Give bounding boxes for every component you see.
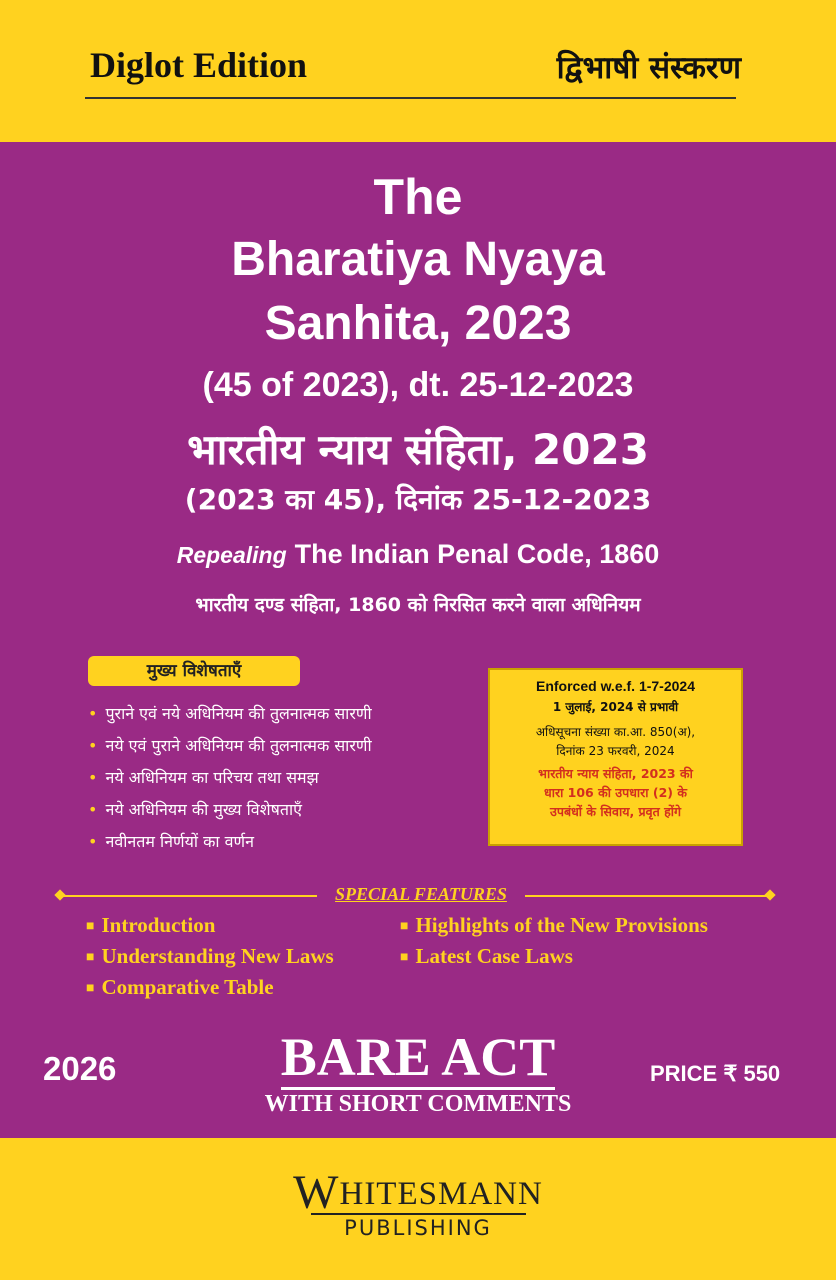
enforcement-date-hindi: 1 जुलाई, 2024 से प्रभावी <box>552 700 679 714</box>
publisher-subtitle: PUBLISHING <box>344 1216 492 1240</box>
edition-year: 2026 <box>43 1050 117 1087</box>
bullet-icon: • <box>88 768 98 787</box>
special-feature-item: ■ Understanding New Laws <box>86 944 334 968</box>
square-bullet-icon: ■ <box>400 950 409 965</box>
notification-number: अधिसूचना संख्या का.आ. 850(अ), <box>535 725 696 739</box>
bare-act-title: BARE ACT <box>0 1026 836 1088</box>
square-bullet-icon: ■ <box>86 950 95 965</box>
special-feature-item: ■ Latest Case Laws <box>400 944 573 968</box>
exception-note-line-3: उपबंधों के सिवाय, प्रवृत होंगे <box>550 804 681 819</box>
special-feature-item: ■ Introduction <box>86 913 216 937</box>
bullet-icon: • <box>88 736 98 755</box>
bullet-icon: • <box>88 800 98 819</box>
publisher-logo <box>0 1166 836 1240</box>
enforcement-date: Enforced w.e.f. 1-7-2024 <box>536 678 695 694</box>
publisher-name <box>0 1166 836 1219</box>
top-band <box>0 0 836 142</box>
logo-divider <box>311 1213 526 1215</box>
square-bullet-icon: ■ <box>86 919 95 934</box>
edition-label-english: Diglot Edition <box>90 45 308 85</box>
main-panel <box>0 142 836 1138</box>
list-item: • पुराने एवं नये अधिनियम की तुलनात्मक सारणी <box>88 704 372 723</box>
list-item: • नवीनतम निर्णयों का वर्णन <box>88 832 254 851</box>
special-features-heading: SPECIAL FEATURES <box>335 884 507 904</box>
bare-act-subtitle: WITH SHORT COMMENTS <box>264 1091 572 1117</box>
list-item: • नये अधिनियम का परिचय तथा समझ <box>88 768 319 787</box>
publisher-initial: W <box>293 1166 340 1219</box>
publisher-name-rest: HITESMANN <box>339 1176 543 1212</box>
divider-line-right <box>525 895 770 897</box>
edition-label-hindi: द्विभाषी संस्करण <box>556 50 741 86</box>
key-features-list <box>88 698 372 858</box>
notification-date: दिनांक 23 फरवरी, 2024 <box>556 744 675 758</box>
act-number-date: (45 of 2023), dt. 25-12-2023 <box>202 366 634 404</box>
divider-line-left <box>62 895 317 897</box>
exception-note-line-2: धारा 106 की उपधारा (2) के <box>544 785 687 800</box>
square-bullet-icon: ■ <box>400 919 409 934</box>
repeal-line <box>0 539 836 570</box>
title-line-3: Sanhita, 2023 <box>264 297 572 350</box>
title-hindi: भारतीय न्याय संहिता, 2023 <box>187 425 649 474</box>
diamond-icon <box>764 889 775 900</box>
list-item: • नये अधिनियम की मुख्य विशेषताएँ <box>88 800 302 819</box>
key-features-heading: मुख्य विशेषताएँ <box>88 656 300 686</box>
repeal-label: Repealing <box>176 542 287 568</box>
repealed-act: The Indian Penal Code, 1860 <box>294 539 660 569</box>
enforcement-notice-box <box>488 668 743 846</box>
title-line-2: Bharatiya Nyaya <box>231 233 605 286</box>
list-item: • नये एवं पुराने अधिनियम की तुलनात्मक सारणी <box>88 736 372 755</box>
bullet-icon: • <box>88 704 98 723</box>
special-feature-item: ■ Comparative Table <box>86 975 274 999</box>
act-number-date-hindi: (2023 का 45), दिनांक 25-12-2023 <box>184 483 652 516</box>
square-bullet-icon: ■ <box>86 981 95 996</box>
title-line-1: The <box>373 169 463 225</box>
price-label: PRICE ₹ 550 <box>650 1061 781 1086</box>
special-feature-item: ■ Highlights of the New Provisions <box>400 913 708 937</box>
top-divider <box>85 97 736 99</box>
repeal-line-hindi: भारतीय दण्ड संहिता, 1860 को निरसित करने वाला अधिनियम <box>195 594 641 616</box>
exception-note-line-1: भारतीय न्याय संहिता, 2023 की <box>538 766 693 781</box>
bullet-icon: • <box>88 832 98 851</box>
